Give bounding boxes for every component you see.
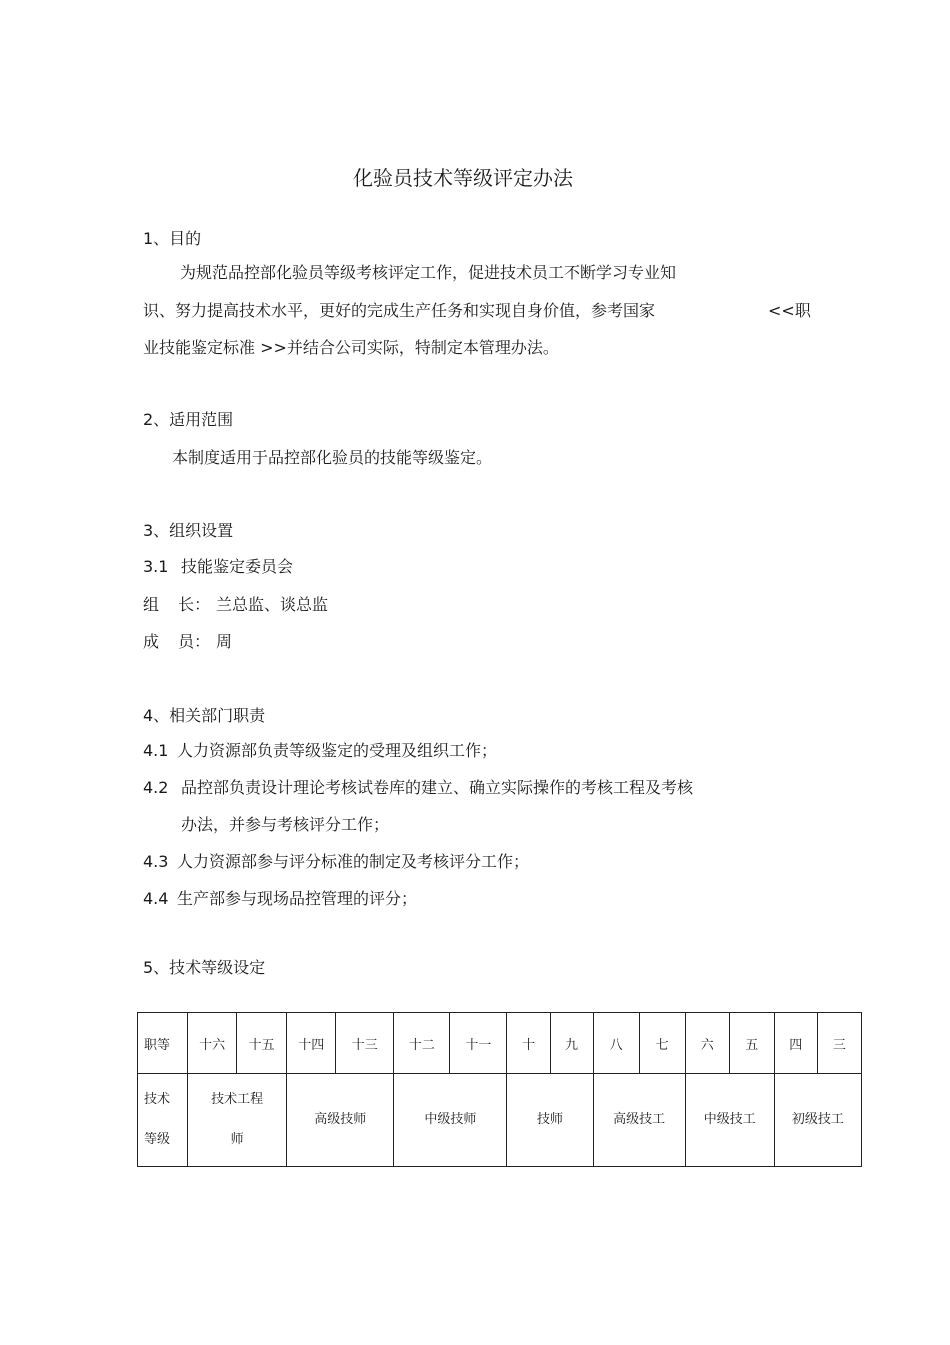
grade-cell: 六 (685, 1013, 729, 1074)
level-cell: 高级技工 (593, 1074, 685, 1167)
grade-row (138, 1013, 862, 1074)
section-5-heading: 5、技术等级设定 (143, 958, 266, 977)
page-title: 化验员技术等级评定办法 (353, 166, 573, 190)
section-1-heading: 1、目的 (143, 229, 202, 248)
level-cell: 初级技工 (774, 1074, 861, 1167)
item-4-3-text: 人力资源部参与评分标准的制定及考核评分工作； (177, 852, 530, 871)
section-1-line-2-tail: <<职 (768, 301, 811, 320)
grade-row-label: 职等 (138, 1013, 188, 1074)
section-3-heading: 3、组织设置 (143, 521, 234, 540)
level-cell: 技师 (507, 1074, 593, 1167)
item-4-3-number: 4.3 (143, 852, 169, 871)
leader-label: 组 长： (143, 595, 211, 614)
section-2-heading: 2、适用范围 (143, 410, 234, 429)
grade-cell: 四 (774, 1013, 817, 1074)
grade-cell: 十一 (450, 1013, 507, 1074)
leader-value: 兰总监、谈总监 (216, 595, 329, 614)
grade-cell: 八 (593, 1013, 639, 1074)
section-2-line-1: 本制度适用于品控部化验员的技能等级鉴定。 (172, 448, 493, 467)
grade-cell: 十三 (336, 1013, 394, 1074)
section-3-1-text: 技能鉴定委员会 (181, 557, 294, 576)
section-1-line-1: 为规范品控部化验员等级考核评定工作，促进技术员工不断学习专业知 (180, 263, 677, 282)
member-label: 成 员： (143, 632, 211, 651)
level-row-label: 技术 等级 (138, 1074, 188, 1167)
level-cell-technical-engineer: 技术工程 师 (188, 1074, 287, 1167)
section-3-1-number: 3.1 (143, 557, 169, 576)
item-4-1-text: 人力资源部负责等级鉴定的受理及组织工作； (177, 741, 498, 760)
level-cell: 高级技师 (287, 1074, 394, 1167)
grade-table (137, 1012, 862, 1167)
item-4-4-text: 生产部参与现场品控管理的评分； (177, 889, 418, 908)
grade-cell: 十 (507, 1013, 550, 1074)
item-4-2-text: 品控部负责设计理论考核试卷库的建立、确立实际操作的考核工程及考核 (181, 778, 694, 797)
member-value: 周 (216, 632, 233, 651)
section-1-line-2: 识、努力提高技术水平，更好的完成生产任务和实现自身价值，参考国家 (143, 301, 656, 320)
item-4-2-continuation: 办法，并参与考核评分工作； (181, 815, 390, 834)
grade-cell: 十六 (188, 1013, 237, 1074)
grade-cell: 十五 (237, 1013, 287, 1074)
item-4-4-number: 4.4 (143, 889, 169, 908)
grade-cell: 十二 (394, 1013, 450, 1074)
level-cell: 中级技师 (394, 1074, 507, 1167)
grade-cell: 七 (639, 1013, 685, 1074)
section-1-line-3: 业技能鉴定标准 >>并结合公司实际，特制定本管理办法。 (143, 338, 559, 357)
level-row (138, 1074, 862, 1167)
grade-cell: 三 (817, 1013, 861, 1074)
grade-cell: 九 (550, 1013, 593, 1074)
grade-cell: 五 (729, 1013, 774, 1074)
item-4-2-number: 4.2 (143, 778, 169, 797)
item-4-1-number: 4.1 (143, 741, 169, 760)
level-cell: 中级技工 (685, 1074, 774, 1167)
grade-cell: 十四 (287, 1013, 336, 1074)
section-4-heading: 4、相关部门职责 (143, 706, 266, 725)
